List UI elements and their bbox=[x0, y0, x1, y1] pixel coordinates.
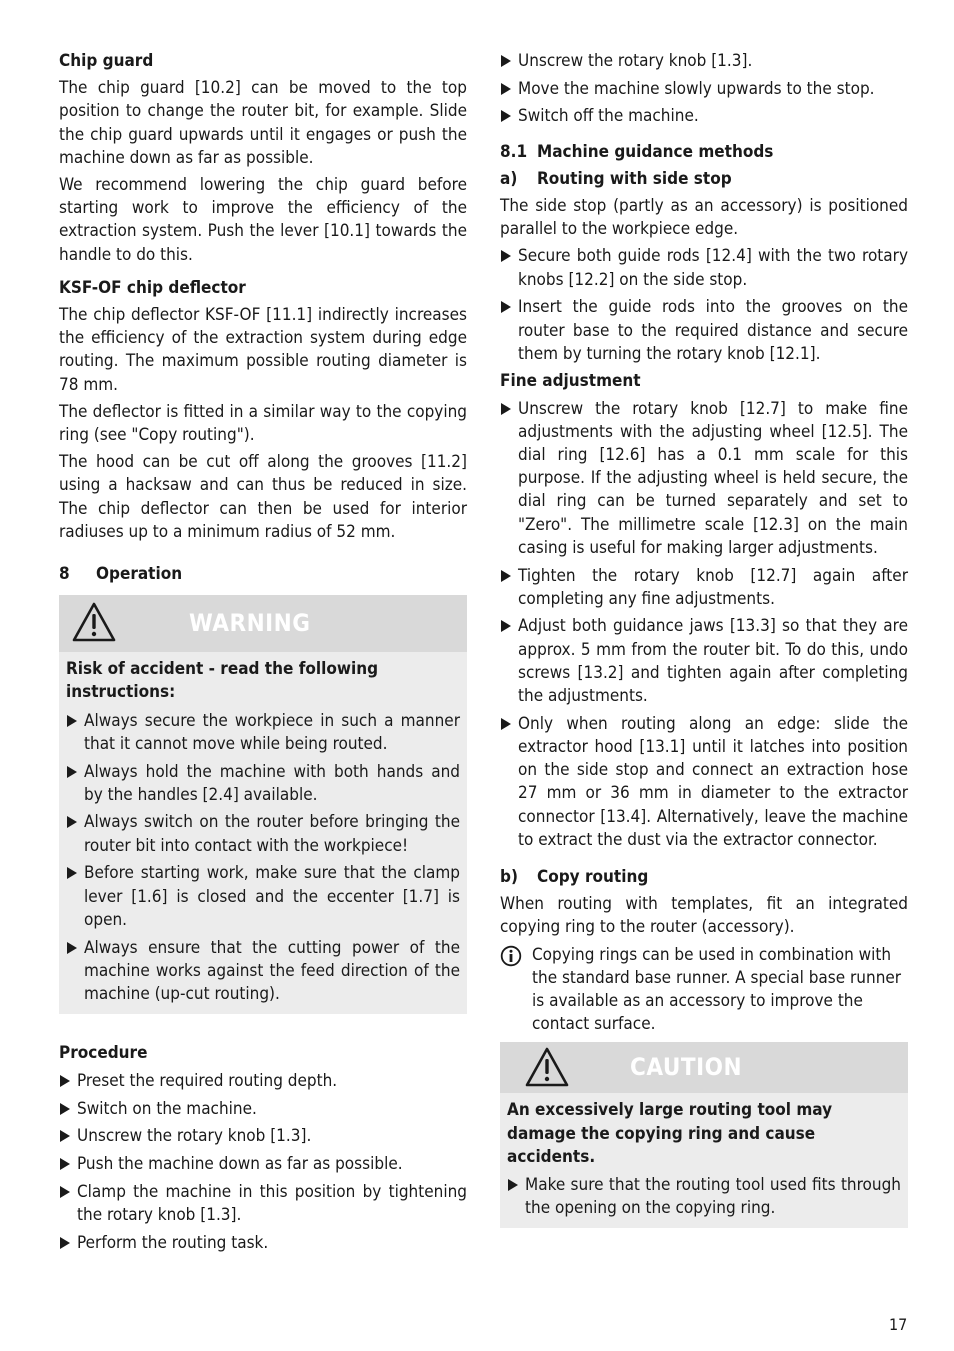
caution-box bbox=[500, 1042, 908, 1228]
list-item: Adjust both guidance jaws [13.3] so that they are approx. 5 mm from the router bit. To do this, undo screws [13.2] and tighten again after completing the adjustments. bbox=[500, 615, 908, 708]
procedure-continued-list bbox=[500, 50, 908, 129]
info-icon bbox=[500, 944, 532, 1037]
warning-label: WARNING bbox=[189, 609, 311, 638]
arrow-bullet-icon bbox=[60, 1130, 70, 1142]
arrow-bullet-icon bbox=[501, 570, 511, 582]
copy-routing-intro: When routing with templates, fit an integrated copying ring to the router (accessory). bbox=[500, 894, 908, 938]
list-item: Always hold the machine with both hands and by the handles [2.4] available. bbox=[66, 761, 460, 807]
caution-list bbox=[507, 1174, 901, 1220]
arrow-bullet-icon bbox=[67, 867, 77, 879]
arrow-bullet-icon bbox=[60, 1186, 70, 1198]
warning-list bbox=[66, 710, 460, 1006]
arrow-bullet-icon bbox=[501, 718, 511, 730]
caution-header bbox=[500, 1042, 908, 1093]
arrow-bullet-icon bbox=[501, 620, 511, 632]
arrow-bullet-icon bbox=[501, 110, 511, 122]
section-8-1-heading bbox=[500, 141, 908, 164]
procedure-heading: Procedure bbox=[59, 1042, 148, 1063]
arrow-bullet-icon bbox=[508, 1179, 518, 1191]
procedure-list bbox=[59, 1070, 467, 1255]
warning-body bbox=[59, 652, 467, 1013]
ksf-heading: KSF-OF chip deflector bbox=[59, 277, 246, 298]
side-stop-intro: The side stop (partly as an accessory) is positioned parallel to the workpiece edge. bbox=[500, 196, 908, 240]
list-item: Secure both guide rods [12.4] with the two rotary knobs [12.2] on the side stop. bbox=[500, 245, 908, 291]
list-item: Unscrew the rotary knob [12.7] to make fine adjustments with the adjusting wheel [12.5]. The dial ring [12.6] has a 0.1 mm scale for this purpose. If the adjusting wheel is held secure, the dial ring can be turned separately and set to "Zero". The millimetre scale [12.3] on the main casing is useful for making larger adjustments. bbox=[500, 398, 908, 560]
list-item: Before starting work, make sure that the clamp lever [1.6] is closed and the eccenter [1.7] is open. bbox=[66, 862, 460, 932]
list-item: Always secure the workpiece in such a manner that it cannot move while being routed. bbox=[66, 710, 460, 756]
section-number: 8.1 bbox=[500, 141, 528, 162]
arrow-bullet-icon bbox=[501, 403, 511, 415]
list-item: Preset the required routing depth. bbox=[59, 1070, 467, 1093]
warning-box bbox=[59, 595, 467, 1013]
fine-adjustment-heading: Fine adjustment bbox=[500, 371, 641, 392]
arrow-bullet-icon bbox=[501, 250, 511, 262]
chip-guard-paragraph-2: We recommend lowering the chip guard before starting work to improve the efficiency of the extraction system. Push the lever [10.1] towards the handle to do this. bbox=[59, 175, 467, 265]
warning-lead: Risk of accident - read the following instructions: bbox=[66, 659, 379, 703]
list-item: Always ensure that the cutting power of the machine works against the feed direction of the machine (up-cut routing). bbox=[66, 937, 460, 1007]
arrow-bullet-icon bbox=[60, 1237, 70, 1249]
side-stop-list bbox=[500, 245, 908, 366]
list-item: Move the machine slowly upwards to the stop. bbox=[500, 78, 908, 101]
section-number: 8 bbox=[59, 564, 70, 585]
fine-adjustment-list bbox=[500, 398, 908, 852]
warning-header bbox=[59, 595, 467, 652]
list-item: Insert the guide rods into the grooves on the router base to the required distance and secure them by turning the rotary knob [12.1]. bbox=[500, 296, 908, 366]
list-item: Only when routing along an edge: slide the extractor hood [13.1] until it latches into position on the side stop and connect an extraction hose 27 mm or 36 mm in diameter to the extractor connector [13.4]. Alternatively, leave the machine to extract the dust via the extractor connector. bbox=[500, 713, 908, 852]
arrow-bullet-icon bbox=[60, 1075, 70, 1087]
section-title: Copy routing bbox=[537, 867, 649, 887]
arrow-bullet-icon bbox=[67, 816, 77, 828]
chip-guard-paragraph-1: The chip guard [10.2] can be moved to the top position to change the router bit, for example. Slide the chip guard upwards until it engages or push the machine down as far as possible. bbox=[59, 78, 467, 168]
ksf-paragraph-1: The chip deflector KSF-OF [11.1] indirectly increases the efficiency of the extraction system during edge routing. The maximum possible routing diameter is 78 mm. bbox=[59, 305, 467, 395]
section-title: Routing with side stop bbox=[537, 168, 732, 189]
list-item: Push the machine down as far as possible. bbox=[59, 1153, 467, 1176]
caution-body bbox=[500, 1093, 908, 1228]
list-item: Switch on the machine. bbox=[59, 1098, 467, 1121]
section-title: Operation bbox=[96, 564, 183, 585]
arrow-bullet-icon bbox=[67, 715, 77, 727]
list-item: Make sure that the routing tool used fits through the opening on the copying ring. bbox=[507, 1174, 901, 1220]
operation-heading bbox=[59, 563, 467, 586]
arrow-bullet-icon bbox=[501, 83, 511, 95]
caution-lead: An excessively large routing tool may damage the copying ring and cause accidents. bbox=[507, 1100, 833, 1167]
ksf-paragraph-2: The deflector is fitted in a similar way to the copying ring (see "Copy routing"). bbox=[59, 401, 467, 446]
section-number: b) bbox=[500, 867, 518, 887]
arrow-bullet-icon bbox=[67, 766, 77, 778]
arrow-bullet-icon bbox=[501, 301, 511, 313]
warning-triangle-icon bbox=[71, 601, 117, 650]
section-a-heading bbox=[500, 168, 908, 191]
arrow-bullet-icon bbox=[501, 55, 511, 67]
caution-label: CAUTION bbox=[630, 1053, 743, 1082]
list-item: Always switch on the router before bringing the router bit into contact with the workpiece! bbox=[66, 811, 460, 857]
info-text: Copying rings can be used in combination with the standard base runner. A special base runner is available as an accessory to improve the contact surface. bbox=[532, 944, 902, 1035]
page-number: 17 bbox=[889, 1315, 908, 1334]
ksf-paragraph-3: The hood can be cut off along the grooves [11.2] using a hacksaw and can thus be reduced in size. The chip deflector can then be used for interior radiuses up to a minimum radius of 52 mm. bbox=[59, 452, 467, 542]
arrow-bullet-icon bbox=[67, 942, 77, 954]
info-note bbox=[500, 944, 908, 1037]
list-item: Perform the routing task. bbox=[59, 1232, 467, 1255]
list-item: Clamp the machine in this position by tightening the rotary knob [1.3]. bbox=[59, 1181, 467, 1227]
arrow-bullet-icon bbox=[60, 1158, 70, 1170]
chip-guard-heading: Chip guard bbox=[59, 51, 154, 71]
section-number: a) bbox=[500, 168, 518, 189]
arrow-bullet-icon bbox=[60, 1103, 70, 1115]
left-column bbox=[59, 50, 467, 1259]
right-column bbox=[500, 50, 908, 1228]
list-item: Tighten the rotary knob [12.7] again after completing any fine adjustments. bbox=[500, 565, 908, 611]
list-item: Switch off the machine. bbox=[500, 105, 908, 128]
section-title: Machine guidance methods bbox=[537, 141, 774, 162]
warning-triangle-icon bbox=[524, 1046, 570, 1095]
list-item: Unscrew the rotary knob [1.3]. bbox=[59, 1125, 467, 1148]
list-item: Unscrew the rotary knob [1.3]. bbox=[500, 50, 908, 73]
section-b-heading bbox=[500, 866, 908, 889]
